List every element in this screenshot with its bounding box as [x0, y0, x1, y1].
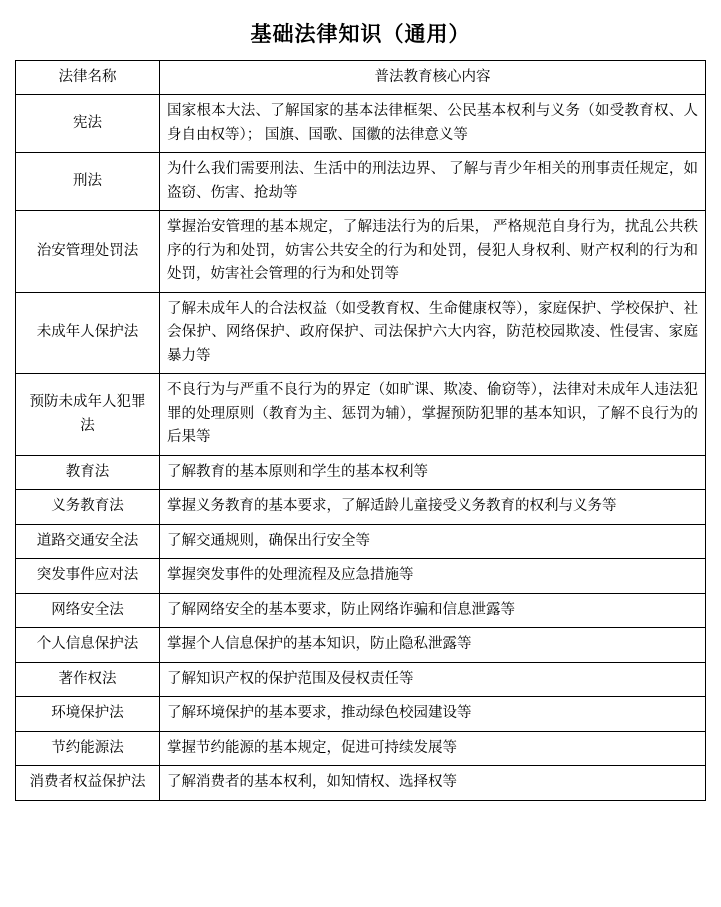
table-row: [16, 697, 706, 731]
law-content: 了解未成年人的合法权益（如受教育权、生命健康权等），家庭保护、学校保护、社会保护、网络保护、政府保护、司法保护六大内容，防范校园欺凌、性侵害、家庭暴力等: [160, 292, 706, 373]
table-row: [16, 628, 706, 662]
table-row: [16, 374, 706, 455]
column-header-core-content: 普法教育核心内容: [160, 61, 706, 95]
table-row: [16, 292, 706, 373]
law-name: 网络安全法: [16, 593, 160, 627]
law-content: 了解知识产权的保护范围及侵权责任等: [160, 662, 706, 696]
law-content: 不良行为与严重不良行为的界定（如旷课、欺凌、偷窃等），法律对未成年人违法犯罪的处理原则（教育为主、惩罚为辅），掌握预防犯罪的基本知识，了解不良行为的后果等: [160, 374, 706, 455]
table-row: [16, 211, 706, 292]
law-content: 掌握治安管理的基本规定，了解违法行为的后果， 严格规范自身行为，扰乱公共秩序的行为和处罚，妨害公共安全的行为和处罚，侵犯人身权利、财产权利的行为和处罚，妨害社会管理的行为和处罚等: [160, 211, 706, 292]
law-content: 掌握节约能源的基本规定，促进可持续发展等: [160, 731, 706, 765]
law-content: 掌握个人信息保护的基本知识，防止隐私泄露等: [160, 628, 706, 662]
law-content: 了解交通规则，确保出行安全等: [160, 524, 706, 558]
table-row: [16, 524, 706, 558]
law-name: 道路交通安全法: [16, 524, 160, 558]
law-name: 节约能源法: [16, 731, 160, 765]
document-page: [0, 18, 721, 907]
law-content: 掌握义务教育的基本要求，了解适龄儿童接受义务教育的权利与义务等: [160, 490, 706, 524]
column-header-law-name: 法律名称: [16, 61, 160, 95]
law-knowledge-table: [15, 60, 706, 801]
law-content: 了解网络安全的基本要求，防止网络诈骗和信息泄露等: [160, 593, 706, 627]
law-content: 了解教育的基本原则和学生的基本权利等: [160, 455, 706, 489]
law-name: 义务教育法: [16, 490, 160, 524]
law-name: 宪法: [16, 95, 160, 153]
page-title: 基础法律知识（通用）: [250, 22, 471, 46]
table-row: [16, 731, 706, 765]
table-row: [16, 153, 706, 211]
law-name: 环境保护法: [16, 697, 160, 731]
law-content: 了解消费者的基本权利，如知情权、选择权等: [160, 766, 706, 800]
law-name: 预防未成年人犯罪法: [16, 374, 160, 455]
table-row: [16, 559, 706, 593]
table-row: [16, 593, 706, 627]
law-content: 了解环境保护的基本要求，推动绿色校园建设等: [160, 697, 706, 731]
law-content: 为什么我们需要刑法、生活中的刑法边界、 了解与青少年相关的刑事责任规定，如盗窃、伤害、抢劫等: [160, 153, 706, 211]
table-row: [16, 455, 706, 489]
law-name: 教育法: [16, 455, 160, 489]
law-name: 个人信息保护法: [16, 628, 160, 662]
table-row: [16, 490, 706, 524]
table-row: [16, 662, 706, 696]
law-content: 掌握突发事件的处理流程及应急措施等: [160, 559, 706, 593]
law-name: 刑法: [16, 153, 160, 211]
law-name: 突发事件应对法: [16, 559, 160, 593]
law-name: 治安管理处罚法: [16, 211, 160, 292]
law-content: 国家根本大法、了解国家的基本法律框架、公民基本权利与义务（如受教育权、人身自由权等）； 国旗、国歌、国徽的法律意义等: [160, 95, 706, 153]
table-row: [16, 95, 706, 153]
law-name: 消费者权益保护法: [16, 766, 160, 800]
law-name: 著作权法: [16, 662, 160, 696]
law-name: 未成年人保护法: [16, 292, 160, 373]
table-row: [16, 766, 706, 800]
table-header-row: [16, 61, 706, 95]
